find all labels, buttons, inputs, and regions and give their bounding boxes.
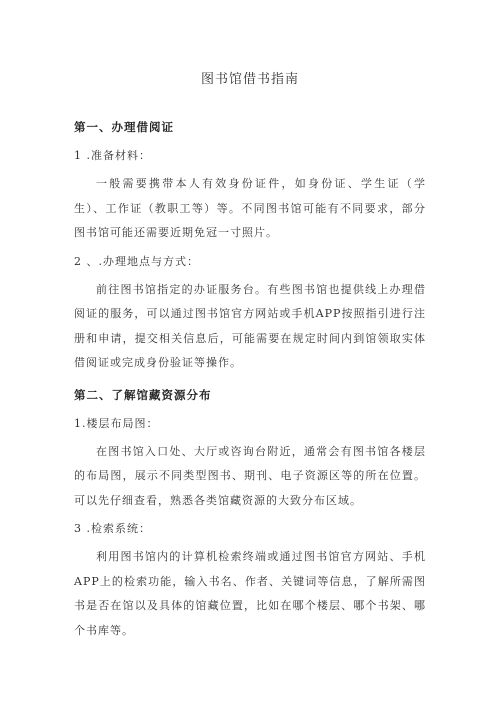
item-subheading: 3 .检索系统：: [74, 522, 151, 535]
item-subheading: 1 .准备材料：: [74, 149, 151, 162]
item-paragraph: 利用图书馆内的计算机检索终端或通过图书馆官方网站、手机APP上的检索功能，输入书名、作者、关键词等信息，了解所需图书是否在馆以及具体的馆藏位置，比如在哪个楼层、哪个书架、哪个书库等。: [74, 550, 426, 637]
section-1: [74, 114, 426, 376]
item-paragraph: 在图书馆入口处、大厅或咨询台附近，通常会有图书馆各楼层的布局图，展示不同类型图书、期刊、电子资源区等的所在位置。可以先仔细查看，熟悉各类馆藏资源的大致分布区域。: [74, 444, 426, 507]
section-heading: 第一、办理借阅证: [74, 120, 174, 134]
document-title: 图书馆借书指南: [200, 72, 299, 87]
section-2: [74, 382, 426, 644]
item-subheading: 1.楼层布局图：: [74, 416, 159, 430]
item-paragraph: 前往图书馆指定的办证服务台。有些图书馆也提供线上办理借阅证的服务，可以通过图书馆官方网站或手机APP按照指引进行注册和申请，提交相关信息后，可能需要在规定时间内到馆领取实体借阅证或完成身份验证等操作。: [74, 282, 426, 369]
item-subheading: 2 、.办理地点与方式：: [74, 254, 199, 268]
section-heading: 第二、了解馆藏资源分布: [74, 387, 212, 402]
item-paragraph: 一般需要携带本人有效身份证件，如身份证、学生证（学生）、工作证（教职工等）等。不同图书馆可能有不同要求，部分图书馆可能还需要近期免冠一寸照片。: [74, 177, 426, 239]
document-body: [74, 114, 426, 643]
